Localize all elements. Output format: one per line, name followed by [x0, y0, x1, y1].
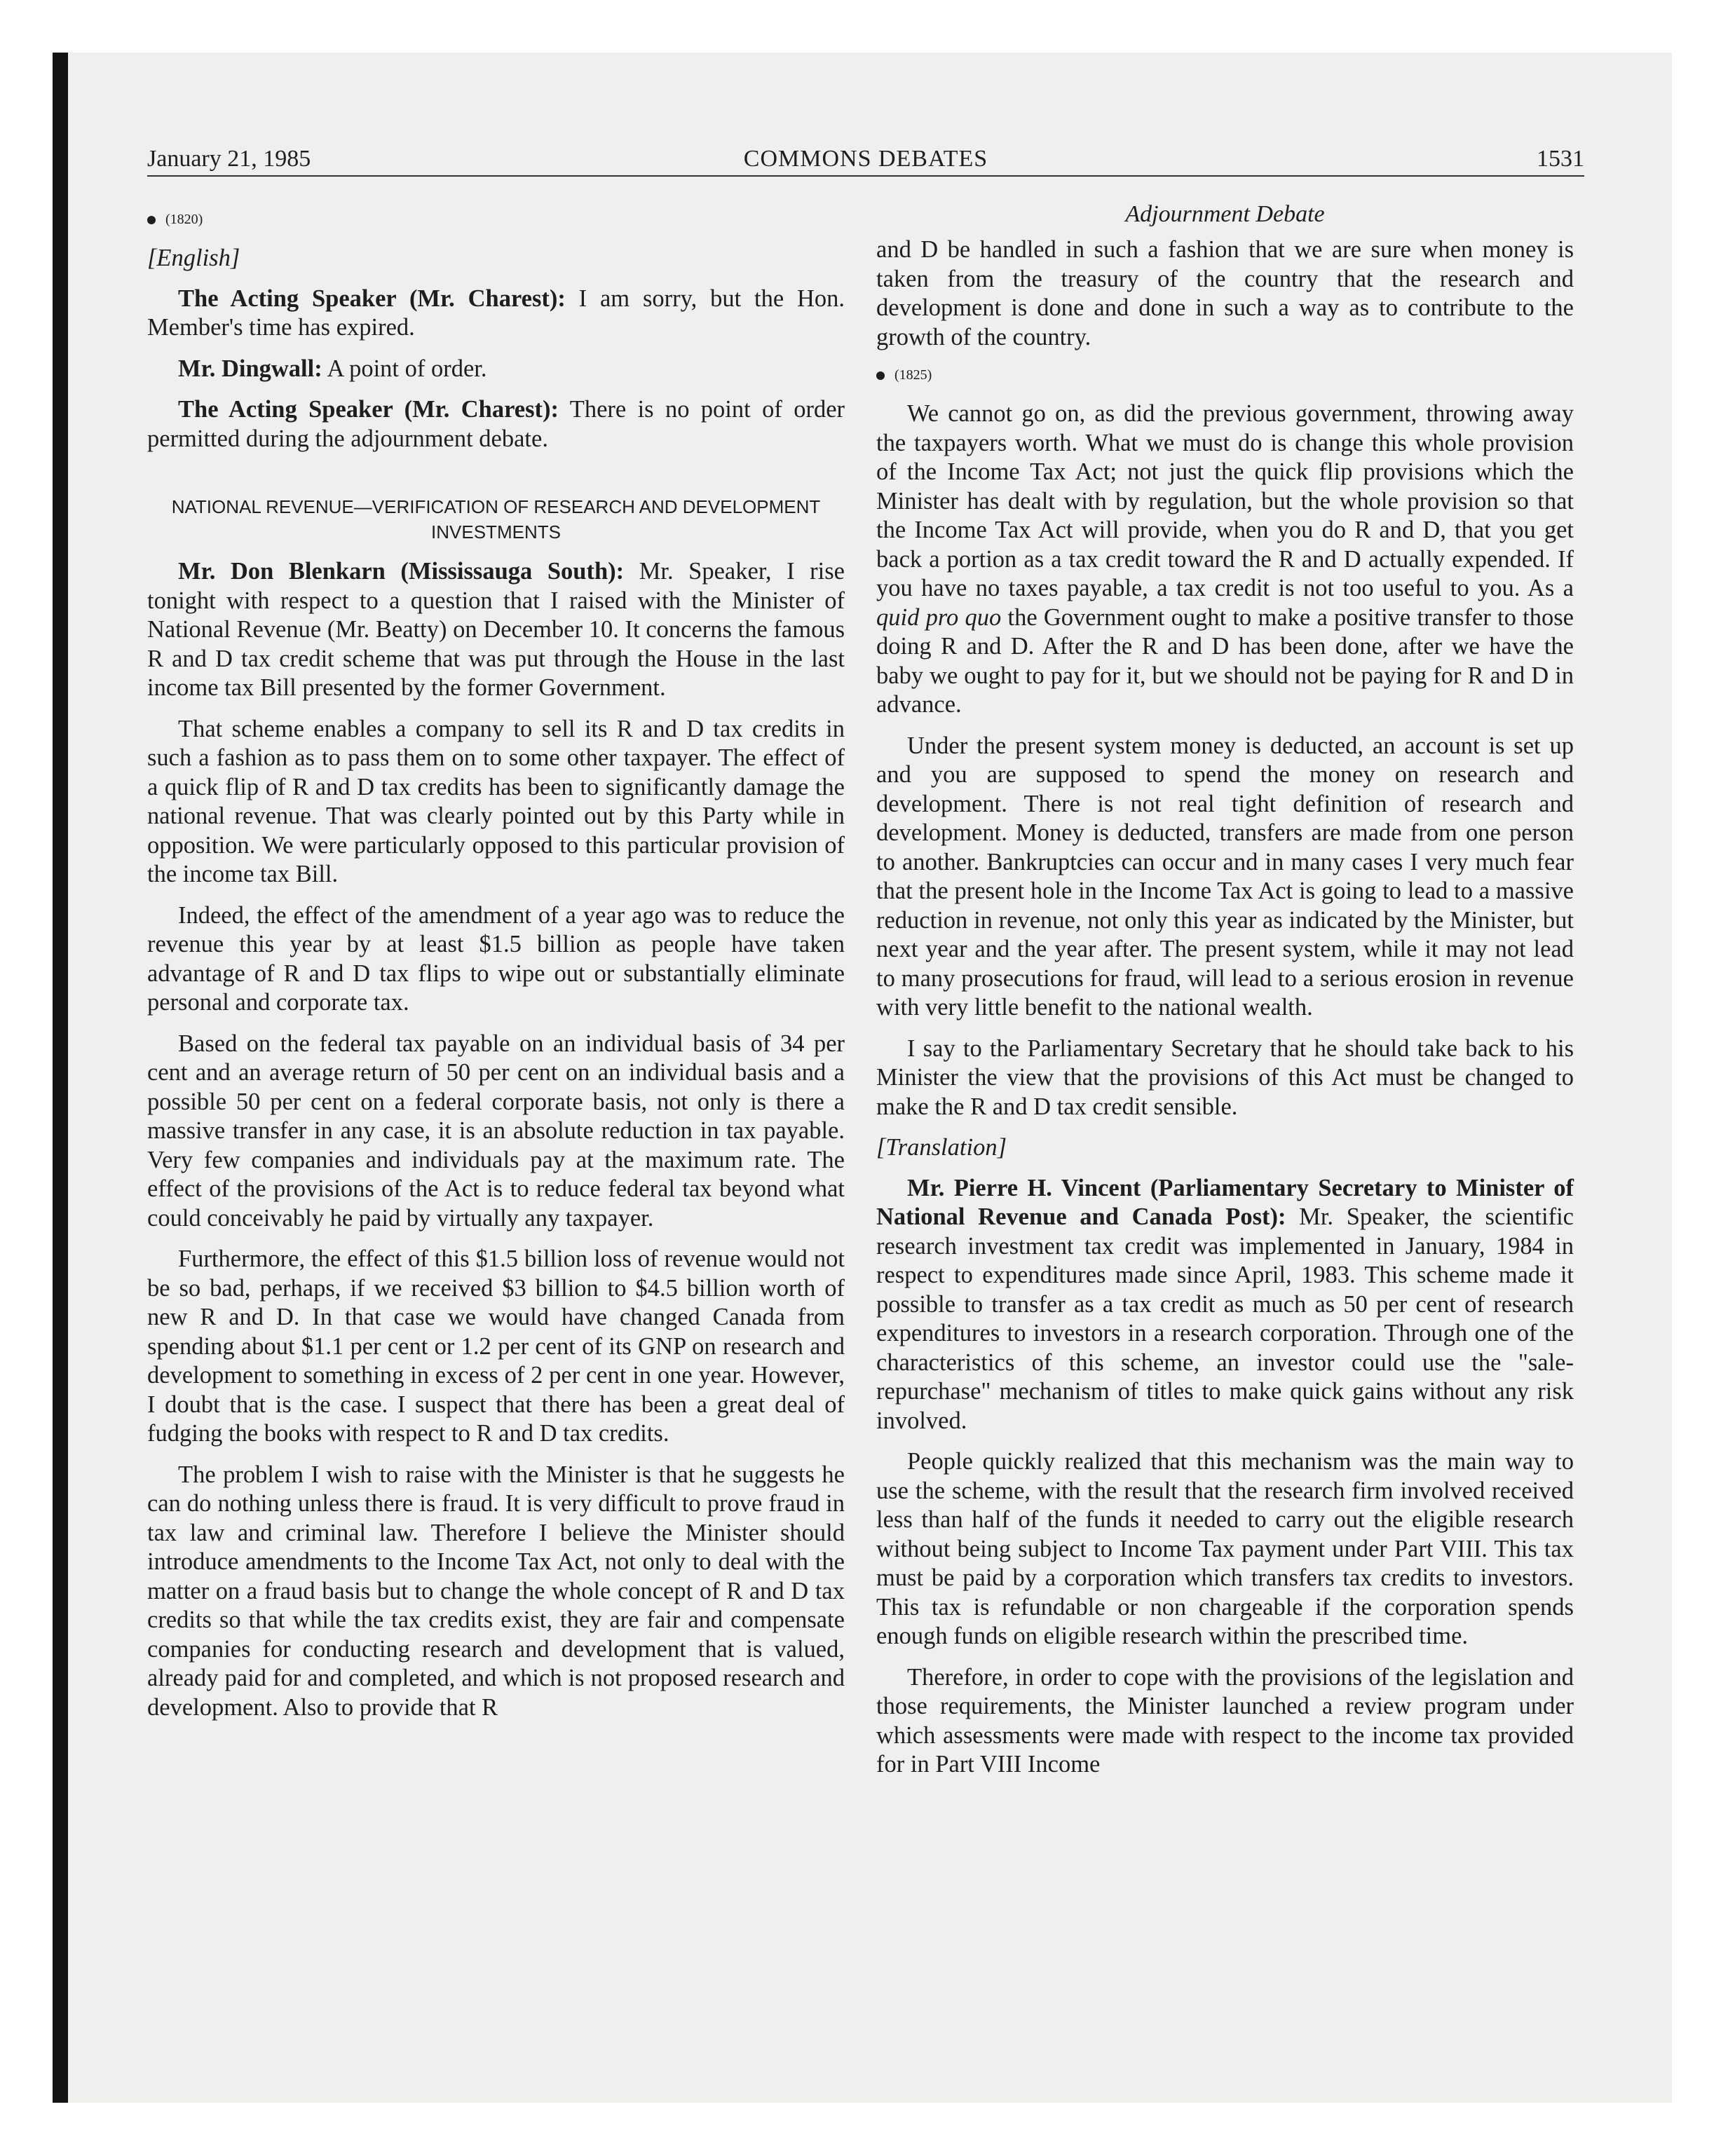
language-note: [English] — [147, 245, 240, 271]
bullet-icon — [876, 371, 885, 380]
paragraph: Under the present system money is deducted, an account is set up and you are supposed to spend the money on research and development. There is not real tight definition of research and development. Money is deducted, transfers are made from one person to another. Bankruptcies can occur and in many cases I very much fear that the present hole in the Income Tax Act is going to lead to a massive reduction in revenue, not only this year as indicated by the Minister, but next year and the year after. The present system, while it may not lead to many prosecutions for fraud, will lead to a serious erosion in revenue with very little benefit to the national wealth. — [876, 732, 1574, 1021]
header-page-number: 1531 — [1537, 146, 1584, 172]
paragraph: We cannot go on, as did the previous government, throwing away the taxpayers worth. What we must do is change this whole provision of the Income Tax Act; not just the quick flip provisions which the Minister has dealt with by regulation, but the whole provision so that the Income Tax Act will provide, when you do R and D, that you get back a portion as a tax credit toward the R and D actually expended. If you have no taxes payable, a tax credit is not too useful to you. As a quid pro quo the Government ought to make a positive transfer to those doing R and D. After the R and D has been done, after we have the baby we ought to pay for it, but we should not be paying for R and D in advance. — [876, 400, 1574, 718]
paragraph: Mr. Dingwall: A point of order. — [178, 355, 487, 382]
speaker-name: Mr. Don Blenkarn (Mississauga South): — [178, 558, 625, 585]
paragraph: I say to the Parliamentary Secretary that he should take back to his Minister the view that the provisions of this Act must be changed to make the R and D tax credit sensible. — [876, 1035, 1574, 1120]
paragraph: The problem I wish to raise with the Minister is that he suggests he can do nothing unless there is fraud. It is very difficult to prove fraud in tax law and criminal law. Therefore I believe the Minister should introduce amendments to the Income Tax Act, not only to deal with the matter on a fraud basis but to change the whole concept of R and D tax credits so that while the tax credits exist, they are fair and compensate companies for conducting research and development that is valued, already paid for and completed, and which is not proposed research and development. Also to provide that R — [147, 1461, 845, 1721]
paragraph: The Acting Speaker (Mr. Charest): There is no point of order permitted during the adjournment debate. — [147, 396, 845, 452]
italic-phrase: quid pro quo — [876, 603, 1002, 631]
paragraph: Furthermore, the effect of this $1.5 billion loss of revenue would not be so bad, perhaps, if we received $3 billion to $4.5 billion worth of new R and D. In that case we would have changed Canada from spending about $1.1 per cent or 1.2 per cent of its GNP on research and development to something in excess of 2 per cent in one year. However, I doubt that is the case. I suspect that there has been a great deal of fudging the books with respect to R and D tax credits. — [147, 1246, 845, 1447]
time-marker: (1820) — [147, 210, 845, 228]
speaker-name: The Acting Speaker (Mr. Charest): — [178, 396, 559, 423]
paragraph: Mr. Pierre H. Vincent (Parliamentary Secretary to Minister of National Revenue and Canada Post): Mr. Speaker, the scientific research investment tax credit was implemented in January, 1984 in respect to expenditures made since April, 1983. This scheme made it possible to transfer as a tax credit as much as 50 per cent of research expenditures to investors in a research corporation. Through one of the characteristics of this scheme, an investor could use the "sale-repurchase" mechanism of titles to make quick gains without any risk involved. — [876, 1174, 1574, 1434]
paragraph: and D be handled in such a fashion that we are sure when money is taken from the treasury of the country that the research and development is done and done in such a way as to contribute to the growth of the country. — [876, 236, 1574, 350]
paragraph: That scheme enables a company to sell its R and D tax credits in such a fashion as to pass them on to some other taxpayer. The effect of a quick flip of R and D tax credits has been to significantly damage the national revenue. That was clearly pointed out by this Party while in opposition. We were particularly opposed to this particular provision of the income tax Bill. — [147, 715, 845, 887]
speaker-name: Mr. Pierre H. Vincent (Parliamentary Secretary to Minister of National Revenue and Canada Post): — [876, 1174, 1574, 1230]
left-column — [147, 196, 845, 1734]
paragraph: Mr. Don Blenkarn (Mississauga South): Mr. Speaker, I rise tonight with respect to a question that I raised with the Minister of National Revenue (Mr. Beatty) on December 10. It concerns the famous R and D tax credit scheme that was put through the House in the last income tax Bill presented by the former Government. — [147, 558, 845, 701]
header-date: January 21, 1985 — [147, 146, 311, 172]
time-marker: (1825) — [876, 366, 1574, 384]
bullet-icon — [147, 216, 156, 224]
page-header — [147, 142, 1584, 177]
header-publication: COMMONS DEBATES — [743, 146, 988, 172]
paragraph: People quickly realized that this mechanism was the main way to use the scheme, with the result that the research firm involved received less than half of the funds it needed to carry out the eligible research without being subject to Income Tax payment under Part VIII. This tax must be paid by a corporation which transfers tax credits to investors. This tax is refundable or non chargeable if the corporation spends enough funds on eligible research within the prescribed time. — [876, 1448, 1574, 1649]
section-title: NATIONAL REVENUE—VERIFICATION OF RESEARCH AND DEVELOPMENT INVESTMENTS — [171, 496, 821, 543]
speaker-name: Mr. Dingwall: — [178, 355, 322, 382]
paragraph: The Acting Speaker (Mr. Charest): I am sorry, but the Hon. Member's time has expired. — [147, 285, 845, 341]
running-head: Adjournment Debate — [1125, 201, 1325, 227]
language-note: [Translation] — [876, 1134, 1007, 1161]
paragraph: Indeed, the effect of the amendment of a year ago was to reduce the revenue this year by at least $1.5 billion as people have taken advantage of R and D tax flips to wipe out or substantially eliminate personal and corporate tax. — [147, 901, 845, 1016]
header-rule — [147, 175, 1584, 177]
paragraph: Based on the federal tax payable on an individual basis of 34 per cent and an average return of 50 per cent on an individual basis and a possible 50 per cent on a federal corporate basis, not only is there a massive transfer in any case, it is an absolute reduction in tax payable. Very few companies and individuals pay at the maximum rate. The effect of the provisions of the Act is to reduce federal tax beyond what could conceivably he paid by virtually any taxpayer. — [147, 1030, 845, 1231]
right-column — [876, 196, 1574, 1792]
speaker-name: The Acting Speaker (Mr. Charest): — [178, 285, 566, 312]
paragraph: Therefore, in order to cope with the provisions of the legislation and those requirements, the Minister launched a review program under which assessments were made with respect to the income tax provided for in Part VIII Income — [876, 1663, 1574, 1778]
